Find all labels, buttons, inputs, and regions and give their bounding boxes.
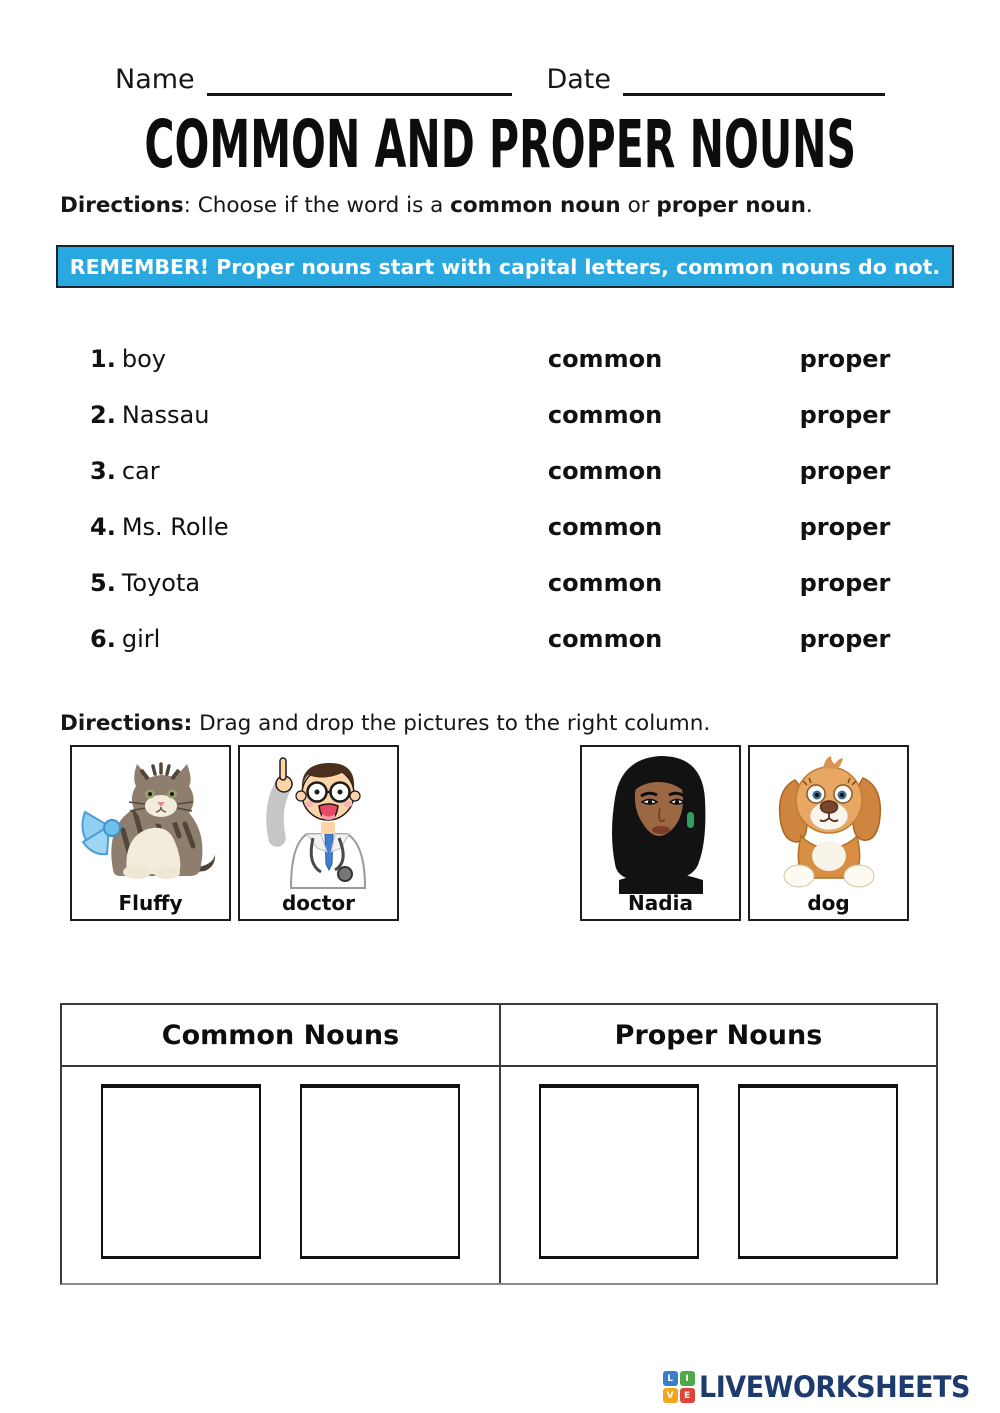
drag-card-nadia[interactable] [580,745,741,921]
option-common-4[interactable]: common [547,513,663,541]
question-row-3: 3. car common proper [90,443,935,499]
question-word: Toyota [121,569,201,597]
directions-2: Directions: Drag and drop the pictures to the right column. [60,711,711,736]
reminder-banner [56,245,954,288]
logo-tile-v: V [663,1388,678,1403]
name-date-row [115,62,885,96]
option-proper-2[interactable]: proper [799,401,891,429]
page-title: COMMON AND PROPER NOUNS [144,106,856,183]
doctor-pointing-icon [243,750,396,895]
woman-portrait-icon [585,750,738,895]
option-common-5[interactable]: common [547,569,663,597]
drag-card-doctor[interactable] [238,745,399,921]
cat-with-bow-icon [75,750,228,895]
sorting-table [60,1003,938,1285]
question-word: boy [121,345,166,373]
question-word: car [121,457,160,485]
date-field [546,62,885,96]
name-label: Name [115,63,195,95]
liveworksheets-logo-icon [663,1371,695,1403]
common-nouns-header: Common Nouns [62,1005,499,1067]
brand-name: LIVEWORKSHEETS [698,1370,970,1404]
question-word: girl [121,625,161,653]
option-common-3[interactable]: common [547,457,663,485]
drag-card-fluffy[interactable] [70,745,231,921]
option-common-1[interactable]: common [547,345,663,373]
puppy-icon [753,750,906,895]
drop-slot-proper-1[interactable] [539,1084,699,1259]
question-word: Nassau [121,401,210,429]
card-label: Nadia [628,891,693,915]
question-row-5: 5. Toyota common proper [90,555,935,611]
proper-nouns-header: Proper Nouns [501,1005,936,1067]
option-proper-3[interactable]: proper [799,457,891,485]
drag-card-dog[interactable] [748,745,909,921]
option-proper-4[interactable]: proper [799,513,891,541]
card-label: doctor [281,891,356,915]
drop-slot-common-1[interactable] [101,1084,261,1259]
card-label: Fluffy [118,891,183,915]
drop-slot-proper-2[interactable] [738,1084,898,1259]
logo-tile-e: E [680,1388,695,1403]
drop-slot-common-2[interactable] [300,1084,460,1259]
date-label: Date [546,63,611,95]
question-row-2: 2. Nassau common proper [90,387,935,443]
reminder-text: REMEMBER! Proper nouns start with capital letters, common nouns do not. [69,254,941,279]
option-proper-6[interactable]: proper [799,625,891,653]
option-common-2[interactable]: common [547,401,663,429]
name-input-line[interactable] [207,62,512,96]
question-word: Ms. Rolle [121,513,229,541]
logo-tile-i: I [680,1371,695,1386]
liveworksheets-footer [663,1370,990,1404]
question-list [90,331,935,667]
question-row-6: 6. girl common proper [90,611,935,667]
directions-2-label: Directions: [60,711,193,736]
name-field [115,62,512,96]
date-input-line[interactable] [623,62,885,96]
question-row-4: 4. Ms. Rolle common proper [90,499,935,555]
option-common-6[interactable]: common [547,625,663,653]
option-proper-1[interactable]: proper [799,345,891,373]
common-nouns-column [62,1005,499,1283]
logo-tile-l: L [663,1371,678,1386]
option-proper-5[interactable]: proper [799,569,891,597]
directions-1-label: Directions [60,193,184,218]
card-label: dog [807,891,850,915]
directions-1: Directions: Choose if the word is a common noun or proper noun. [60,193,813,218]
proper-nouns-column [499,1005,936,1283]
question-row-1: 1. boy common proper [90,331,935,387]
